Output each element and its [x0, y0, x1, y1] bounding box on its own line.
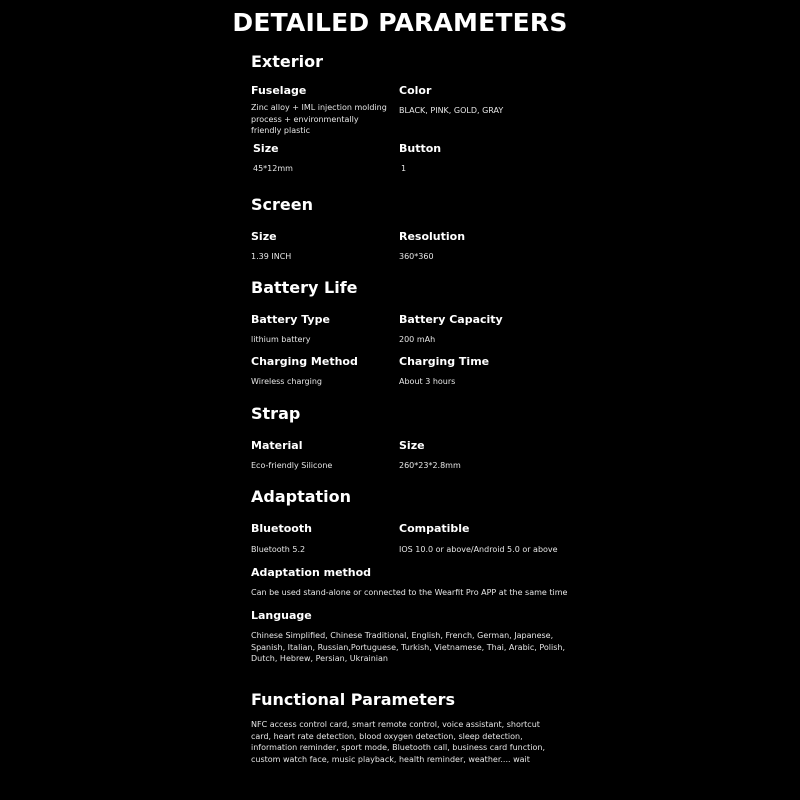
- button-value: 1: [401, 164, 407, 173]
- functional-value: NFC access control card, smart remote control, voice assistant, shortcut card, heart rate detection, blood oxygen detection, sleep detection, information reminder, sport mode, Bluetooth call, business card function, custom watch face, music playback, health reminder, weather.... wait: [251, 720, 546, 764]
- color-value: BLACK, PINK, GOLD, GRAY: [399, 106, 504, 115]
- exterior-size-value: 45*12mm: [253, 164, 293, 173]
- battery-capacity-value: 200 mAh: [399, 335, 436, 344]
- bluetooth-label: Bluetooth: [251, 522, 312, 535]
- charging-method-value: Wireless charging: [251, 377, 322, 386]
- compatible-label: Compatible: [399, 522, 470, 535]
- material-label: Material: [251, 439, 303, 452]
- screen-size-value: 1.39 INCH: [251, 252, 292, 261]
- exterior-size-label: Size: [253, 142, 279, 155]
- charging-time-value: About 3 hours: [399, 377, 456, 386]
- adaptation-method-value: Can be used stand-alone or connected to the Wearfit Pro APP at the same time: [251, 588, 568, 597]
- button-label: Button: [399, 142, 442, 155]
- section-title-functional: Functional Parameters: [251, 690, 455, 709]
- compatible-value: IOS 10.0 or above/Android 5.0 or above: [399, 545, 558, 554]
- resolution-label: Resolution: [399, 230, 466, 243]
- battery-type-label: Battery Type: [251, 313, 330, 326]
- page-title: DETAILED PARAMETERS: [232, 8, 568, 37]
- fuselage-label: Fuselage: [251, 84, 307, 97]
- language-label: Language: [251, 609, 312, 622]
- color-label: Color: [399, 84, 432, 97]
- battery-capacity-label: Battery Capacity: [399, 313, 503, 326]
- strap-size-value: 260*23*2.8mm: [399, 461, 461, 470]
- charging-method-label: Charging Method: [251, 355, 358, 368]
- battery-type-value: lithium battery: [251, 335, 311, 344]
- section-title-exterior: Exterior: [251, 52, 324, 71]
- material-value: Eco-friendly Silicone: [251, 461, 333, 470]
- strap-size-label: Size: [399, 439, 425, 452]
- fuselage-value: Zinc alloy + IML injection molding process + environmentally friendly plastic: [251, 103, 387, 135]
- section-title-screen: Screen: [251, 195, 313, 214]
- adaptation-method-label: Adaptation method: [251, 566, 372, 579]
- section-title-battery: Battery Life: [251, 278, 358, 297]
- language-value: Chinese Simplified, Chinese Traditional, English, French, German, Japanese, Spanish, Italian, Russian,Portuguese, Turkish, Vietnamese, Thai, Arabic, Polish, Dutch, Hebrew, Persian, Ukrainian: [251, 631, 566, 663]
- screen-size-label: Size: [251, 230, 277, 243]
- resolution-value: 360*360: [399, 252, 434, 261]
- section-title-adaptation: Adaptation: [251, 487, 352, 506]
- charging-time-label: Charging Time: [399, 355, 490, 368]
- section-title-strap: Strap: [251, 404, 301, 423]
- bluetooth-value: Bluetooth 5.2: [251, 545, 306, 554]
